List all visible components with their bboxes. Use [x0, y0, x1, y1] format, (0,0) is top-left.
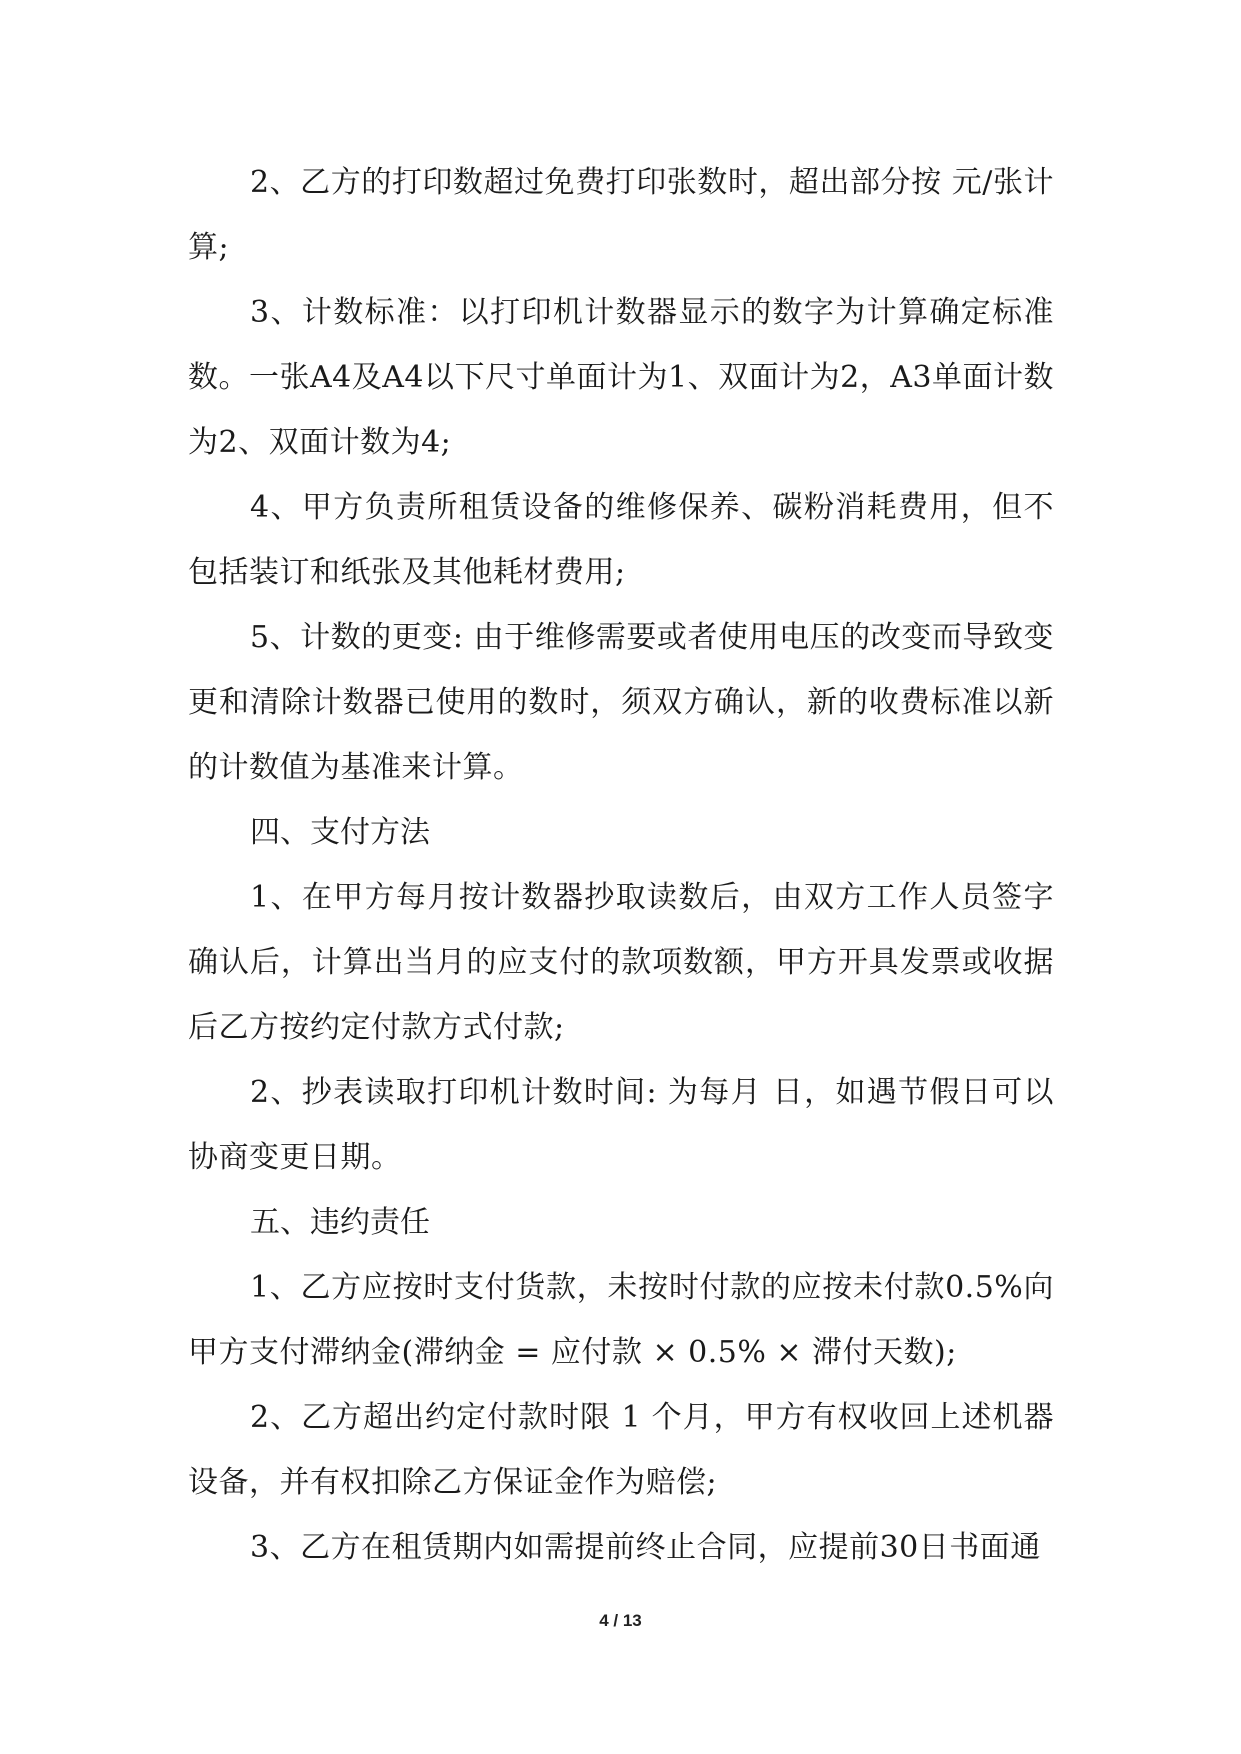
clause-paragraph: 2、乙方的打印数超过免费打印张数时，超出部分按 元/张计算; — [188, 165, 1054, 265]
section-heading: 五、违约责任 — [250, 1205, 430, 1240]
clause-paragraph: 1、乙方应按时支付货款，未按时付款的应按未付款0.5%向甲方支付滞纳金(滞纳金 = 应付款 × 0.5% × 滞付天数); — [188, 1270, 1054, 1370]
clause-paragraph: 2、乙方超出约定付款时限 1 个月，甲方有权收回上述机器设备，并有权扣除乙方保证金作为赔偿; — [188, 1400, 1054, 1500]
clause-paragraph: 4、甲方负责所租赁设备的维修保养、碳粉消耗费用，但不包括装订和纸张及其他耗材费用; — [188, 490, 1054, 590]
clause-paragraph: 2、抄表读取打印机计数时间: 为每月 日，如遇节假日可以协商变更日期。 — [188, 1075, 1054, 1175]
section-heading: 四、支付方法 — [250, 815, 430, 850]
clause-paragraph: 5、计数的更变: 由于维修需要或者使用电压的改变而导致变更和清除计数器已使用的数时，须双方确认，新的收费标准以新的计数值为基准来计算。 — [188, 620, 1054, 785]
page-number: 4 / 13 — [599, 1611, 642, 1630]
clause-paragraph: 3、计数标准：以打印机计数器显示的数字为计算确定标准数。一张A4及A4以下尺寸单面计为1、双面计为2，A3单面计数为2、双面计数为4; — [188, 295, 1054, 460]
clause-paragraph: 1、在甲方每月按计数器抄取读数后，由双方工作人员签字确认后，计算出当月的应支付的款项数额，甲方开具发票或收据后乙方按约定付款方式付款; — [188, 880, 1054, 1045]
document-body — [188, 150, 1054, 1580]
clause-paragraph: 3、乙方在租赁期内如需提前终止合同，应提前30日书面通 — [250, 1530, 1041, 1565]
